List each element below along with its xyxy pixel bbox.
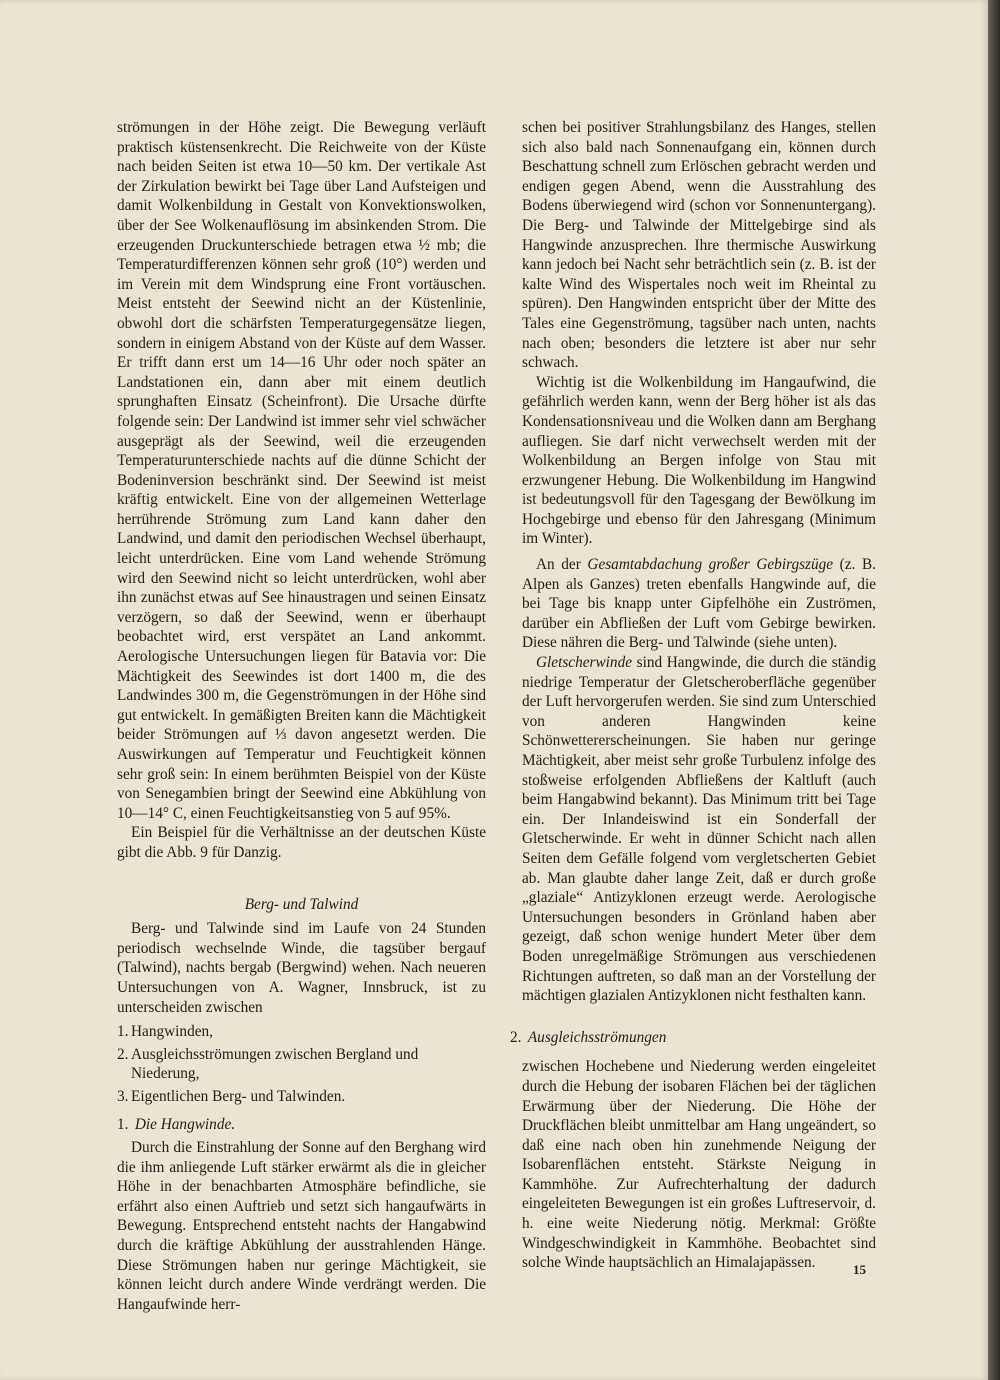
paragraph-ausgleichsstroemungen: zwischen Hochebene und Niederung werden eingeleitet durch die Hebung der isobaren Flächen bei der täglichen Erwärmung über der Niederung. Die Höhe der Druckflächen bleibt unmittelbar am Hang ungeändert, so daß eine nach oben hin zunehmende Neigung der Isobarenflächen entsteht. Stärkste Neigung in Kammhöhe. Zur Aufrechterhaltung der dadurch eingeleiteten Bewegungen ist ein großes Luftreservoir, d. h. eine weite Niederung nötig. Merkmal: Größte Windgeschwindigkeit in Kammhöhe. Beobachtet sind solche Winde hauptsächlich an Himalajapässen. <box>522 1058 876 1272</box>
paragraph-berg-talwinde-intro: Berg- und Talwinde sind im Laufe von 24 Stunden periodisch wechselnde Winde, die tagsüber bergauf (Talwind), nachts bergab (Bergwind) wehen. Nach neueren Untersuchungen von A. Wagner, Innsbruck, ist zu unterscheiden zwischen <box>117 920 486 1016</box>
paragraph-strahlungsbilanz: schen bei positiver Strahlungsbilanz des Hanges, stellen sich also bald nach Sonnenaufgang ein, können durch Beschattung schnell zum Erlöschen gebracht werden und endigen gegen Abend, wenn die Ausstrahlung des Bodens überwiegend wird (schon vor Sonnenuntergang). Die Berg- und Talwinde der Mittelgebirge sind als Hangwinde anzusprechen. Ihre thermische Auswirkung kann jedoch bei Nacht sehr beträchtlich sein (z. B. ist der kalte Wind des Wispertales noch weit im Rheintal zu spüren). Den Hangwinden entspricht über der Mitte des Tales eine Gegenströmung, tagsüber nach unten, nachts nach oben; besonders die letztere ist aber nur sehr schwach. <box>522 119 876 372</box>
paragraph-seewind: strömungen in der Höhe zeigt. Die Bewegung verläuft praktisch küstensenkrecht. Die Reichweite von der Küste nach beiden Seiten ist etwa 10—50 km. Der vertikale Ast der Zirkulation bewirkt bei Tage über Land Aufsteigen und damit Wolkenbildung in Gestalt von Konvektionswolken, über der See Wolkenauflösung im absinkenden Strom. Die erzeugenden Druckunterschiede betragen etwa ½ mb; die Temperaturdifferenzen können sehr groß (10°) werden und im Verein mit dem Windsprung eine Front vortäuschen. Meist entsteht der Seewind nicht an der Küstenlinie, obwohl dort die schärfsten Temperaturgegensätze liegen, sondern in einigem Abstand von der Küste auf dem Wasser. Er trifft dann erst um 14—16 Uhr oder noch später an Landstationen ein, dann aber mit einem deutlich sprunghaften Einsatz (Scheinfront). Die Ursache dürfte folgende sein: Der Landwind ist immer sehr viel schwächer ausgeprägt als der Seewind, weil die erzeugenden Temperaturunterschiede nachts auf die dünne Schicht der Bodeninversion beschränkt sind. Der Seewind ist meist kräftig entwickelt. Eine von der allgemeinen Wetterlage herrührende Strömung zum Land kann daher den Landwind, und damit den periodischen Wechsel überhaupt, leicht unterdrücken. Eine vom Land wehende Strömung wird den Seewind nicht so leicht unterdrücken, wohl aber ihn zunächst etwas auf See hinaustragen und seinen Einsatz verzögern, so daß der Seewind, wenn er überhaupt beobachtet wird, erst verspätet an Land ankommt. Aerologische Untersuchungen liegen für Batavia vor: Die Mächtigkeit des Seewindes ist dort 1400 m, die des Landwindes 300 m, die Gegenströmungen in der Höhe sind gut entwickelt. In gemäßigten Breiten kann die Mächtigkeit beider Strömungen auf ⅓ davon angesetzt werden. Die Auswirkungen auf Temperatur und Feuchtigkeit können sehr groß sein: In einem berühmten Beispiel von der Küste von Senegambien bringt der Seewind eine Abkühlung von 10—14° C, einen Feuchtigkeitsanstieg von 5 auf 95%. <box>117 119 486 822</box>
list-item: 2. Ausgleichsströmungen zwischen Bergland und Niederung, <box>117 1045 419 1083</box>
right-column <box>510 118 876 1273</box>
left-column <box>117 118 486 1314</box>
classification-list <box>117 1022 486 1106</box>
page-edge <box>988 0 1000 1380</box>
list-item: 1. Hangwinden, <box>117 1023 213 1041</box>
page-number: 15 <box>853 1262 866 1277</box>
section-heading-berg-und-talwind: Berg- und Talwind <box>244 895 359 913</box>
paragraph-wolkenbildung: Wichtig ist die Wolkenbildung im Hangaufwind, die gefährlich werden kann, wenn der Berg höher ist als das Kondensationsniveau und die Wolken dann am Berghang aufliegen. Sie darf nicht verwechselt werden mit der Wolkenbildung an Bergen infolge von Stau mit erzwungener Hebung. Die Wolkenbildung im Hangwind ist bedeutungsvoll für den Tagesgang der Bewölkung im Hochgebirge und ebenso für den Jahresgang (Minimum im Winter). <box>522 373 876 548</box>
subheading-hangwinde: 1. Die Hangwinde. <box>117 1115 236 1133</box>
paragraph-gesamtabdachung: An der Gesamtabdachung großer Gebirgszüge (z. B. Alpen als Ganzes) treten ebenfalls Hangwinde auf, die bei Tage bis knapp unter Gipfelhöhe ein Zuströmen, darüber ein Abfließen der Luft vom Gebirge bewirken. Diese nähren die Berg- und Talwinde (siehe unten). <box>522 556 876 652</box>
paragraph-hangwinde: Durch die Einstrahlung der Sonne auf den Berghang wird die ihm anliegende Luft stärker erwärmt als die in gleicher Höhe in der benachbarten Atmosphäre befindliche, sie erfährt also einen Auftrieb und setzt sich hangaufwärts in Bewegung. Entsprechend entsteht nachts der Hangabwind durch die kräftige Abkühlung der ausstrahlenden Hänge. Diese Strömungen haben nur geringe Mächtigkeit, sie können leicht durch andere Winde verdrängt werden. Die Hangaufwinde herr- <box>117 1139 486 1313</box>
list-item: 3. Eigentlichen Berg- und Talwinden. <box>117 1087 346 1105</box>
subheading-ausgleichsstroemungen: 2. Ausgleichsströmungen <box>510 1028 667 1046</box>
paragraph-gletscherwinde: Gletscherwinde sind Hangwinde, die durch die ständig niedrige Temperatur der Gletscheroberfläche gegenüber der Luft hervorgerufen werden. Sie sind zum Unterschied von anderen Hangwinden keine Schönwettererscheinungen. Sie haben nur geringe Mächtigkeit, aber meist sehr große Turbulenz infolge des stoßweise erfolgenden Abfließens der Kaltluft (auch beim Hangabwind bekannt). Das Minimum tritt bei Tage ein. Der Inlandeiswind ist ein Sonderfall der Gletscherwinde. Er weht in dünner Schicht nach allen Seiten dem Gefälle folgend vom vergletscherten Gebiet ab. Man glaubte daher lange Zeit, daß er durch große „glaziale“ Antizyklonen erzeugt werde. Aerologische Untersuchungen besonders in Grönland haben aber gezeigt, daß schon wenige hundert Meter über dem Boden unregelmäßige Strömungen aus verschiedenen Richtungen auftreten, so daß man an der Vorstellung der mächtigen glazialen Antizyklonen nicht festhalten kann. <box>522 654 876 1005</box>
paragraph-danzig: Ein Beispiel für die Verhältnisse an der deutschen Küste gibt die Abb. 9 für Danzig. <box>117 824 486 861</box>
